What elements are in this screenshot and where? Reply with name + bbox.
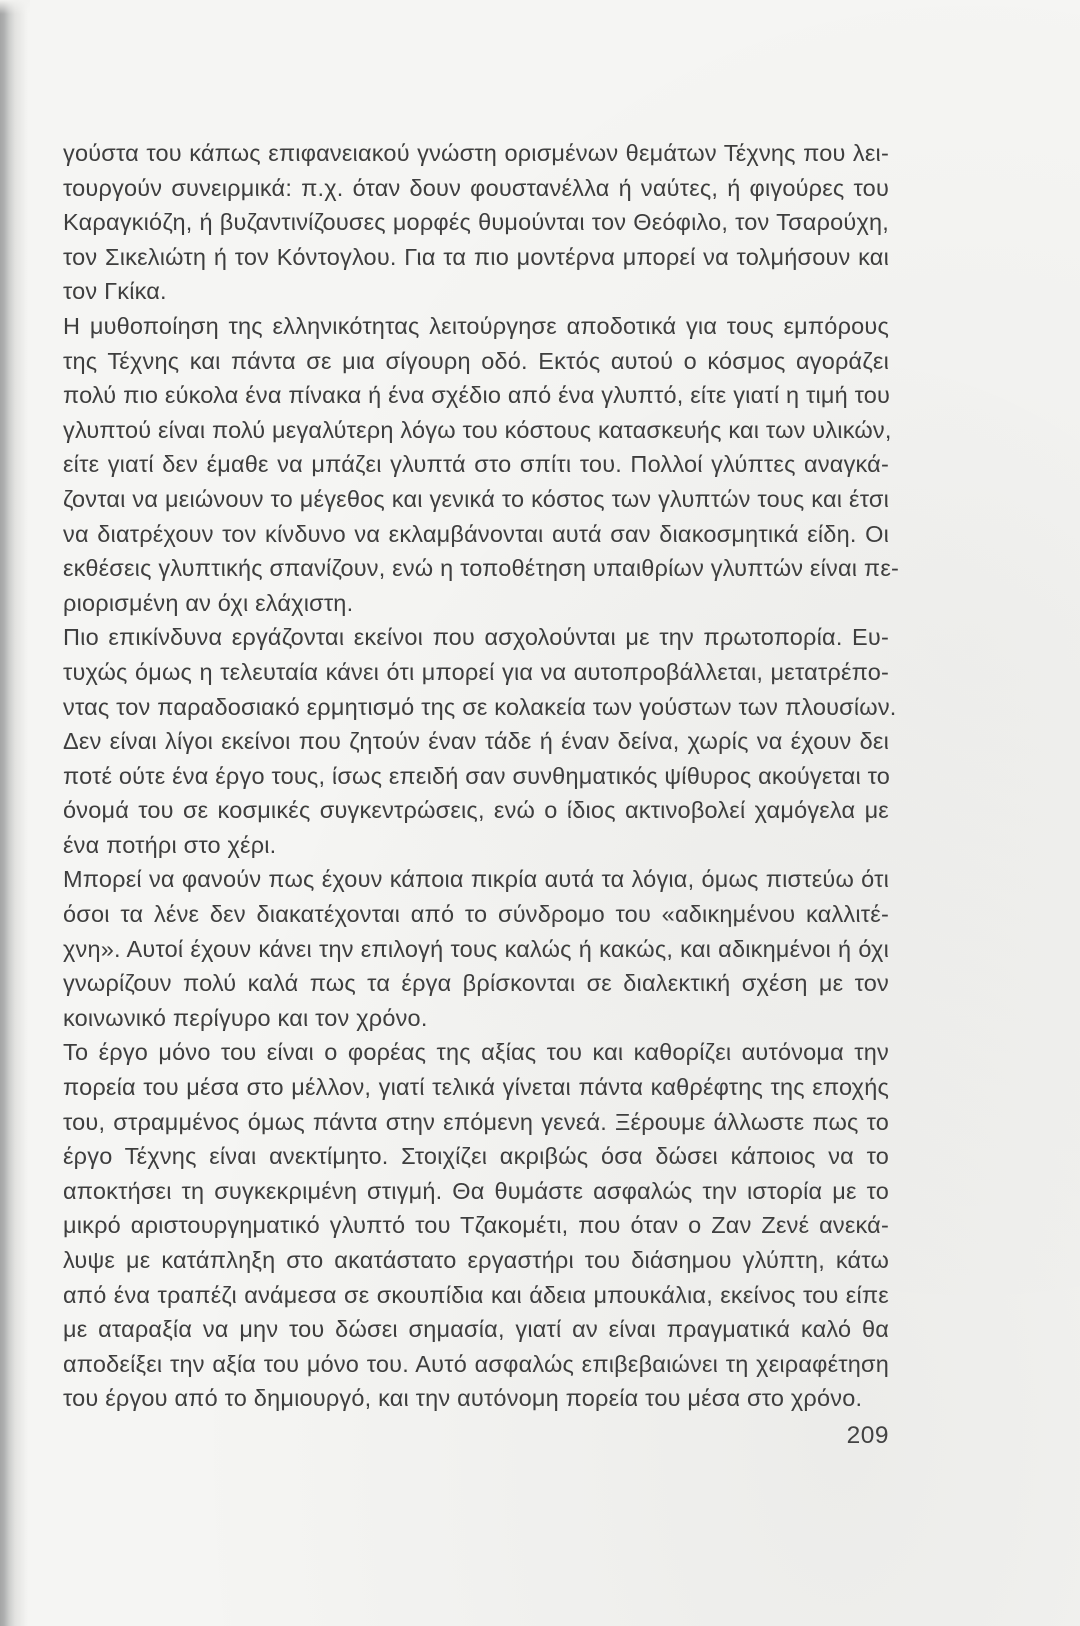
text-line: γλυπτού είναι πολύ μεγαλύτερη λόγω του κόστους κατασκευής και των υλικών, [63, 416, 892, 443]
text-line: της Τέχνης και πάντα σε μια σίγουρη οδό. Εκτός αυτού ο κόσμος αγοράζει [63, 347, 889, 374]
body-text [63, 136, 900, 1416]
text-line: αποκτήσει τη συγκεκριμένη στιγμή. Θα θυμάστε ασφαλώς την ιστορία με το [63, 1177, 889, 1204]
text-line: ζονται να μειώνουν το μέγεθος και γενικά το κόστος των γλυπτών τους και έτσι [63, 485, 889, 512]
text-line: χνη». Αυτοί έχουν κάνει την επιλογή τους καλώς ή κακώς, και αδικημένοι ή όχι [63, 935, 889, 962]
text-line: όνομά του σε κοσμικές συγκεντρώσεις, ενώ ο ίδιος ακτινοβολεί χαμόγελα με [63, 797, 889, 824]
text-line: λυψε με κατάπληξη στο ακατάστατο εργαστήρι του διάσημου γλύπτη, κάτω [63, 1247, 889, 1273]
text-line: με αταραξία να μην του δώσει σημασία, γιατί αν είναι πραγματικά καλό θα [63, 1316, 889, 1343]
text-line: του, στραμμένος όμως πάντα στην επόμενη γενεά. Ξέρουμε άλλωστε πως το [63, 1108, 889, 1135]
text-line: ριορισμένη αν όχι ελάχιστη. [63, 589, 354, 616]
text-line: ένα ποτήρι στο χέρι. [63, 831, 277, 858]
text-line: τον Σικελιώτη ή τον Κόντογλου. Για τα πιο μοντέρνα μπορεί να τολμήσουν και [63, 243, 889, 270]
text-line: έργο Τέχνης είναι ανεκτίμητο. Στοιχίζει ακριβώς όσα δώσει κάποιος να το [63, 1143, 889, 1170]
scan-edge-fade [0, 0, 30, 14]
text-line: πορεία του μέσα στο μέλλον, γιατί τελικά γίνεται πάντα καθρέφτης της εποχής [63, 1074, 889, 1101]
text-line: να διατρέχουν τον κίνδυνο να εκλαμβάνονται αυτά σαν διακοσμητικά είδη. Οι [63, 520, 889, 547]
text-line: Δεν είναι λίγοι εκείνοι που ζητούν έναν τάδε ή έναν δείνα, χωρίς να έχουν δει [63, 728, 889, 755]
text-line: πολύ πιο εύκολα ένα πίνακα ή ένα σχέδιο από ένα γλυπτό, είτε γιατί η τιμή του [63, 382, 891, 409]
text-line: τουργούν συνειρμικά: π.χ. όταν δουν φουστανέλλα ή ναύτες, ή φιγούρες του [63, 174, 889, 201]
scan-edge-shadow [0, 0, 28, 1626]
text-line: εκθέσεις γλυπτικής σπανίζουν, ενώ η τοποθέτηση υπαιθρίων γλυπτών είναι πε- [63, 555, 900, 582]
page-number: 209 [846, 1422, 889, 1449]
text-line: αποδείξει την αξία του μόνο του. Αυτό ασφαλώς επιβεβαιώνει τη χειραφέτηση [63, 1350, 889, 1377]
text-line: τον Γκίκα. [63, 278, 167, 305]
text-line: όσοι τα λένε δεν διακατέχονται από το σύνδρομο του «αδικημένου καλλιτέ- [63, 901, 889, 928]
text-line: είτε γιατί δεν έμαθε να μπάζει γλυπτά στο σπίτι του. Πολλοί γλύπτες αναγκά- [63, 451, 889, 478]
text-line: Μπορεί να φανούν πως έχουν κάποια πικρία αυτά τα λόγια, όμως πιστεύω ότι [63, 866, 889, 893]
text-line: από ένα τραπέζι ανάμεσα σε σκουπίδια και άδεια μπουκάλια, εκείνος του είπε [63, 1281, 889, 1308]
text-line: Το έργο μόνο του είναι ο φορέας της αξίας του και καθορίζει αυτόνομα την [63, 1039, 889, 1066]
text-line: μικρό αριστουργηματικό γλυπτό του Τζακομέτι, που όταν ο Ζαν Ζενέ ανεκά- [63, 1212, 889, 1239]
text-line: ντας τον παραδοσιακό ερμητισμό της σε κολακεία των γούστων των πλουσίων. [63, 693, 897, 720]
text-line: Πιο επικίνδυνα εργάζονται εκείνοι που ασχολούνται με την πρωτοπορία. Ευ- [63, 624, 889, 651]
text-line: Καραγκιόζη, ή βυζαντινίζουσες μορφές θυμούνται τον Θεόφιλο, τον Τσαρούχη, [63, 209, 889, 236]
text-line: γούστα του κάπως επιφανειακού γνώστη ορισμένων θεμάτων Τέχνης που λει- [63, 140, 889, 166]
text-line: κοινωνικό περίγυρο και τον χρόνο. [63, 1004, 428, 1031]
text-line: Η μυθοποίηση της ελληνικότητας λειτούργησε αποδοτικά για τους εμπόρους [63, 312, 889, 339]
text-line: ποτέ ούτε ένα έργο τους, ίσως επειδή σαν συνθηματικός ψίθυρος ακούγεται το [63, 762, 891, 789]
text-line: του έργου από το δημιουργό, και την αυτόνομη πορεία του μέσα στο χρόνο. [63, 1385, 863, 1412]
text-line: τυχώς όμως η τελευταία κάνει ότι μπορεί για να αυτοπροβάλλεται, μετατρέπο- [63, 658, 889, 685]
text-line: γνωρίζουν πολύ καλά πως τα έργα βρίσκονται σε διαλεκτική σχέση με τον [63, 970, 889, 997]
